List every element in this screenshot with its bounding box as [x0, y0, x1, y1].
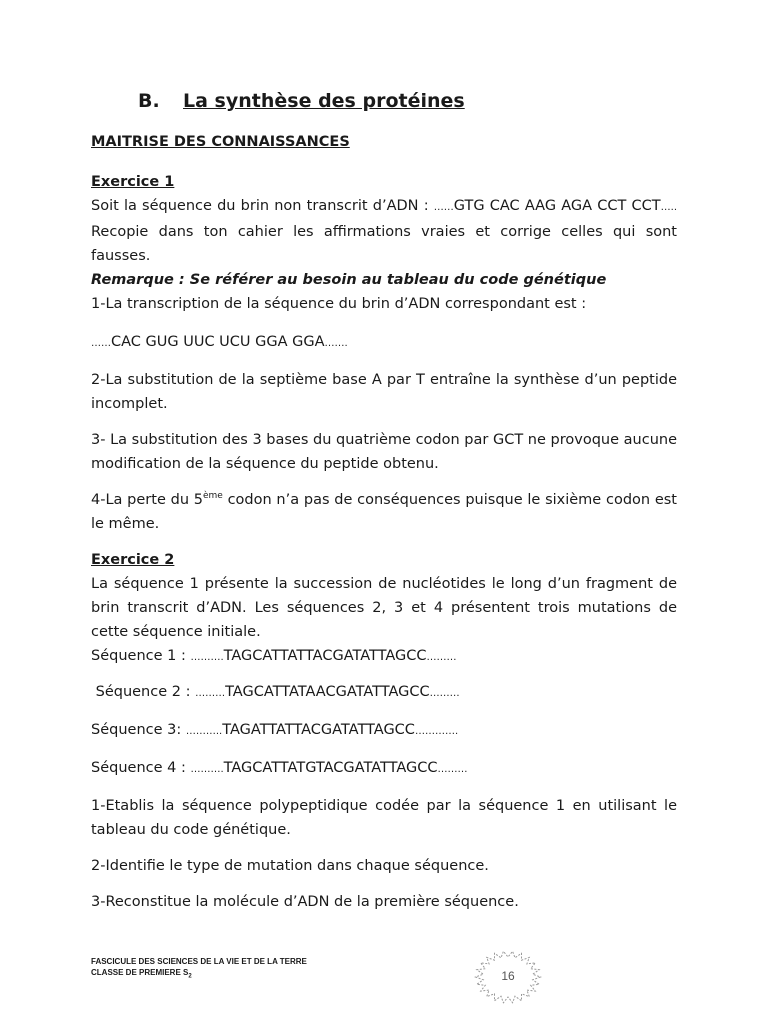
sequence-1-dots-after: ………	[426, 652, 457, 663]
sequence-1-bases: TAGCATTATTACGATATTAGCC	[223, 648, 427, 664]
sequence-3-dots-before: ………..	[185, 726, 223, 737]
sequence-2-dots-before: ………	[195, 688, 226, 699]
exercise-1-item-3: 3- La substitution des 3 bases du quatrième codon par GCT ne provoque aucune modification de la séquence du peptide obtenu.	[91, 432, 677, 472]
rna-sequence-text: CAC GUG UUC UCU GGA GGA	[111, 334, 325, 350]
exercise-2-title: Exercice 2	[91, 552, 175, 568]
item-4-superscript: ème	[202, 491, 223, 502]
exercise-1-title: Exercice 1	[91, 174, 175, 190]
intro-dots-after: …..	[660, 202, 677, 213]
sequence-3-dots-after: ………….	[414, 726, 459, 737]
exercise-1-intro-text: Soit la séquence du brin non transcrit d’ADN :	[91, 198, 434, 214]
rna-dots-before: ……	[91, 338, 111, 349]
sequence-4-bases: TAGCATTATGTACGATATTAGCC	[223, 760, 438, 776]
exercise-2-intro: La séquence 1 présente la succession de nucléotides le long d’un fragment de brin transcrit d’ADN. Les séquences 2, 3 et 4 présentent trois mutations de cette séquence initiale.	[91, 576, 677, 640]
exercise-1-intro	[91, 194, 677, 268]
sequence-2-dots-after: ………	[429, 688, 460, 699]
sequence-2	[91, 680, 677, 706]
sequence-1-dots-before: ……….	[190, 652, 224, 663]
sequence-2-bases: TAGCATTATAACGATATTAGCC	[225, 684, 430, 700]
exercise-1-item-1: 1-La transcription de la séquence du brin d’ADN correspondant est :	[91, 296, 587, 312]
footer-line-2	[91, 967, 307, 983]
sequence-4-dots-after: ………	[437, 764, 468, 775]
sequence-1	[91, 644, 677, 670]
footer-line-1: FASCICULE DES SCIENCES DE LA VIE ET DE LA TERRE	[91, 957, 307, 966]
footer-class-subscript: 2	[188, 973, 192, 980]
exercise-2-question-1: 1-Etablis la séquence polypeptidique codée par la séquence 1 en utilisant le tableau du code génétique.	[91, 798, 677, 838]
exercise-1-rna-sequence	[91, 330, 677, 356]
sequence-3	[91, 718, 677, 744]
sequence-4-dots-before: ……….	[190, 764, 224, 775]
section-letter: B.	[138, 90, 160, 112]
sequence-1-label: Séquence 1 :	[91, 648, 191, 664]
footer-class-text: CLASSE DE PREMIERE S	[91, 968, 189, 977]
rna-dots-after: …….	[324, 338, 348, 349]
sequence-3-label: Séquence 3:	[91, 722, 186, 738]
sub-heading: MAITRISE DES CONNAISSANCES	[91, 134, 350, 150]
item-4-text-end: codon n’a pas de conséquences puisque le sixième codon est le même.	[91, 492, 677, 532]
sequence-4	[91, 756, 677, 782]
section-title-text: La synthèse des protéines	[183, 90, 465, 112]
page-footer	[91, 956, 307, 983]
exercise-1-dna-sequence: GTG CAC AAG AGA CCT CCT	[453, 198, 661, 214]
item-4-text-start: 4-La perte du 5	[91, 492, 203, 508]
section-title	[138, 86, 677, 116]
page-number: 16	[501, 969, 515, 983]
exercise-1-instruction: Recopie dans ton cahier les affirmations vraies et corrige celles qui sont fausses.	[91, 224, 677, 264]
exercise-2-question-2: 2-Identifie le type de mutation dans chaque séquence.	[91, 858, 489, 874]
sequence-3-bases: TAGATTATTACGATATTAGCC	[222, 722, 415, 738]
intro-dots-before: ……	[433, 202, 454, 213]
exercise-1-remark: Remarque : Se référer au besoin au tableau du code génétique	[91, 272, 607, 288]
exercise-2-question-3: 3-Reconstitue la molécule d’ADN de la première séquence.	[91, 894, 519, 910]
sequence-4-label: Séquence 4 :	[91, 760, 191, 776]
exercise-1-item-2: 2-La substitution de la septième base A par T entraîne la synthèse d’un peptide incomplet.	[91, 372, 677, 412]
sequence-2-label: Séquence 2 :	[91, 684, 196, 700]
page-content	[91, 86, 677, 914]
exercise-1-item-4	[91, 488, 677, 536]
